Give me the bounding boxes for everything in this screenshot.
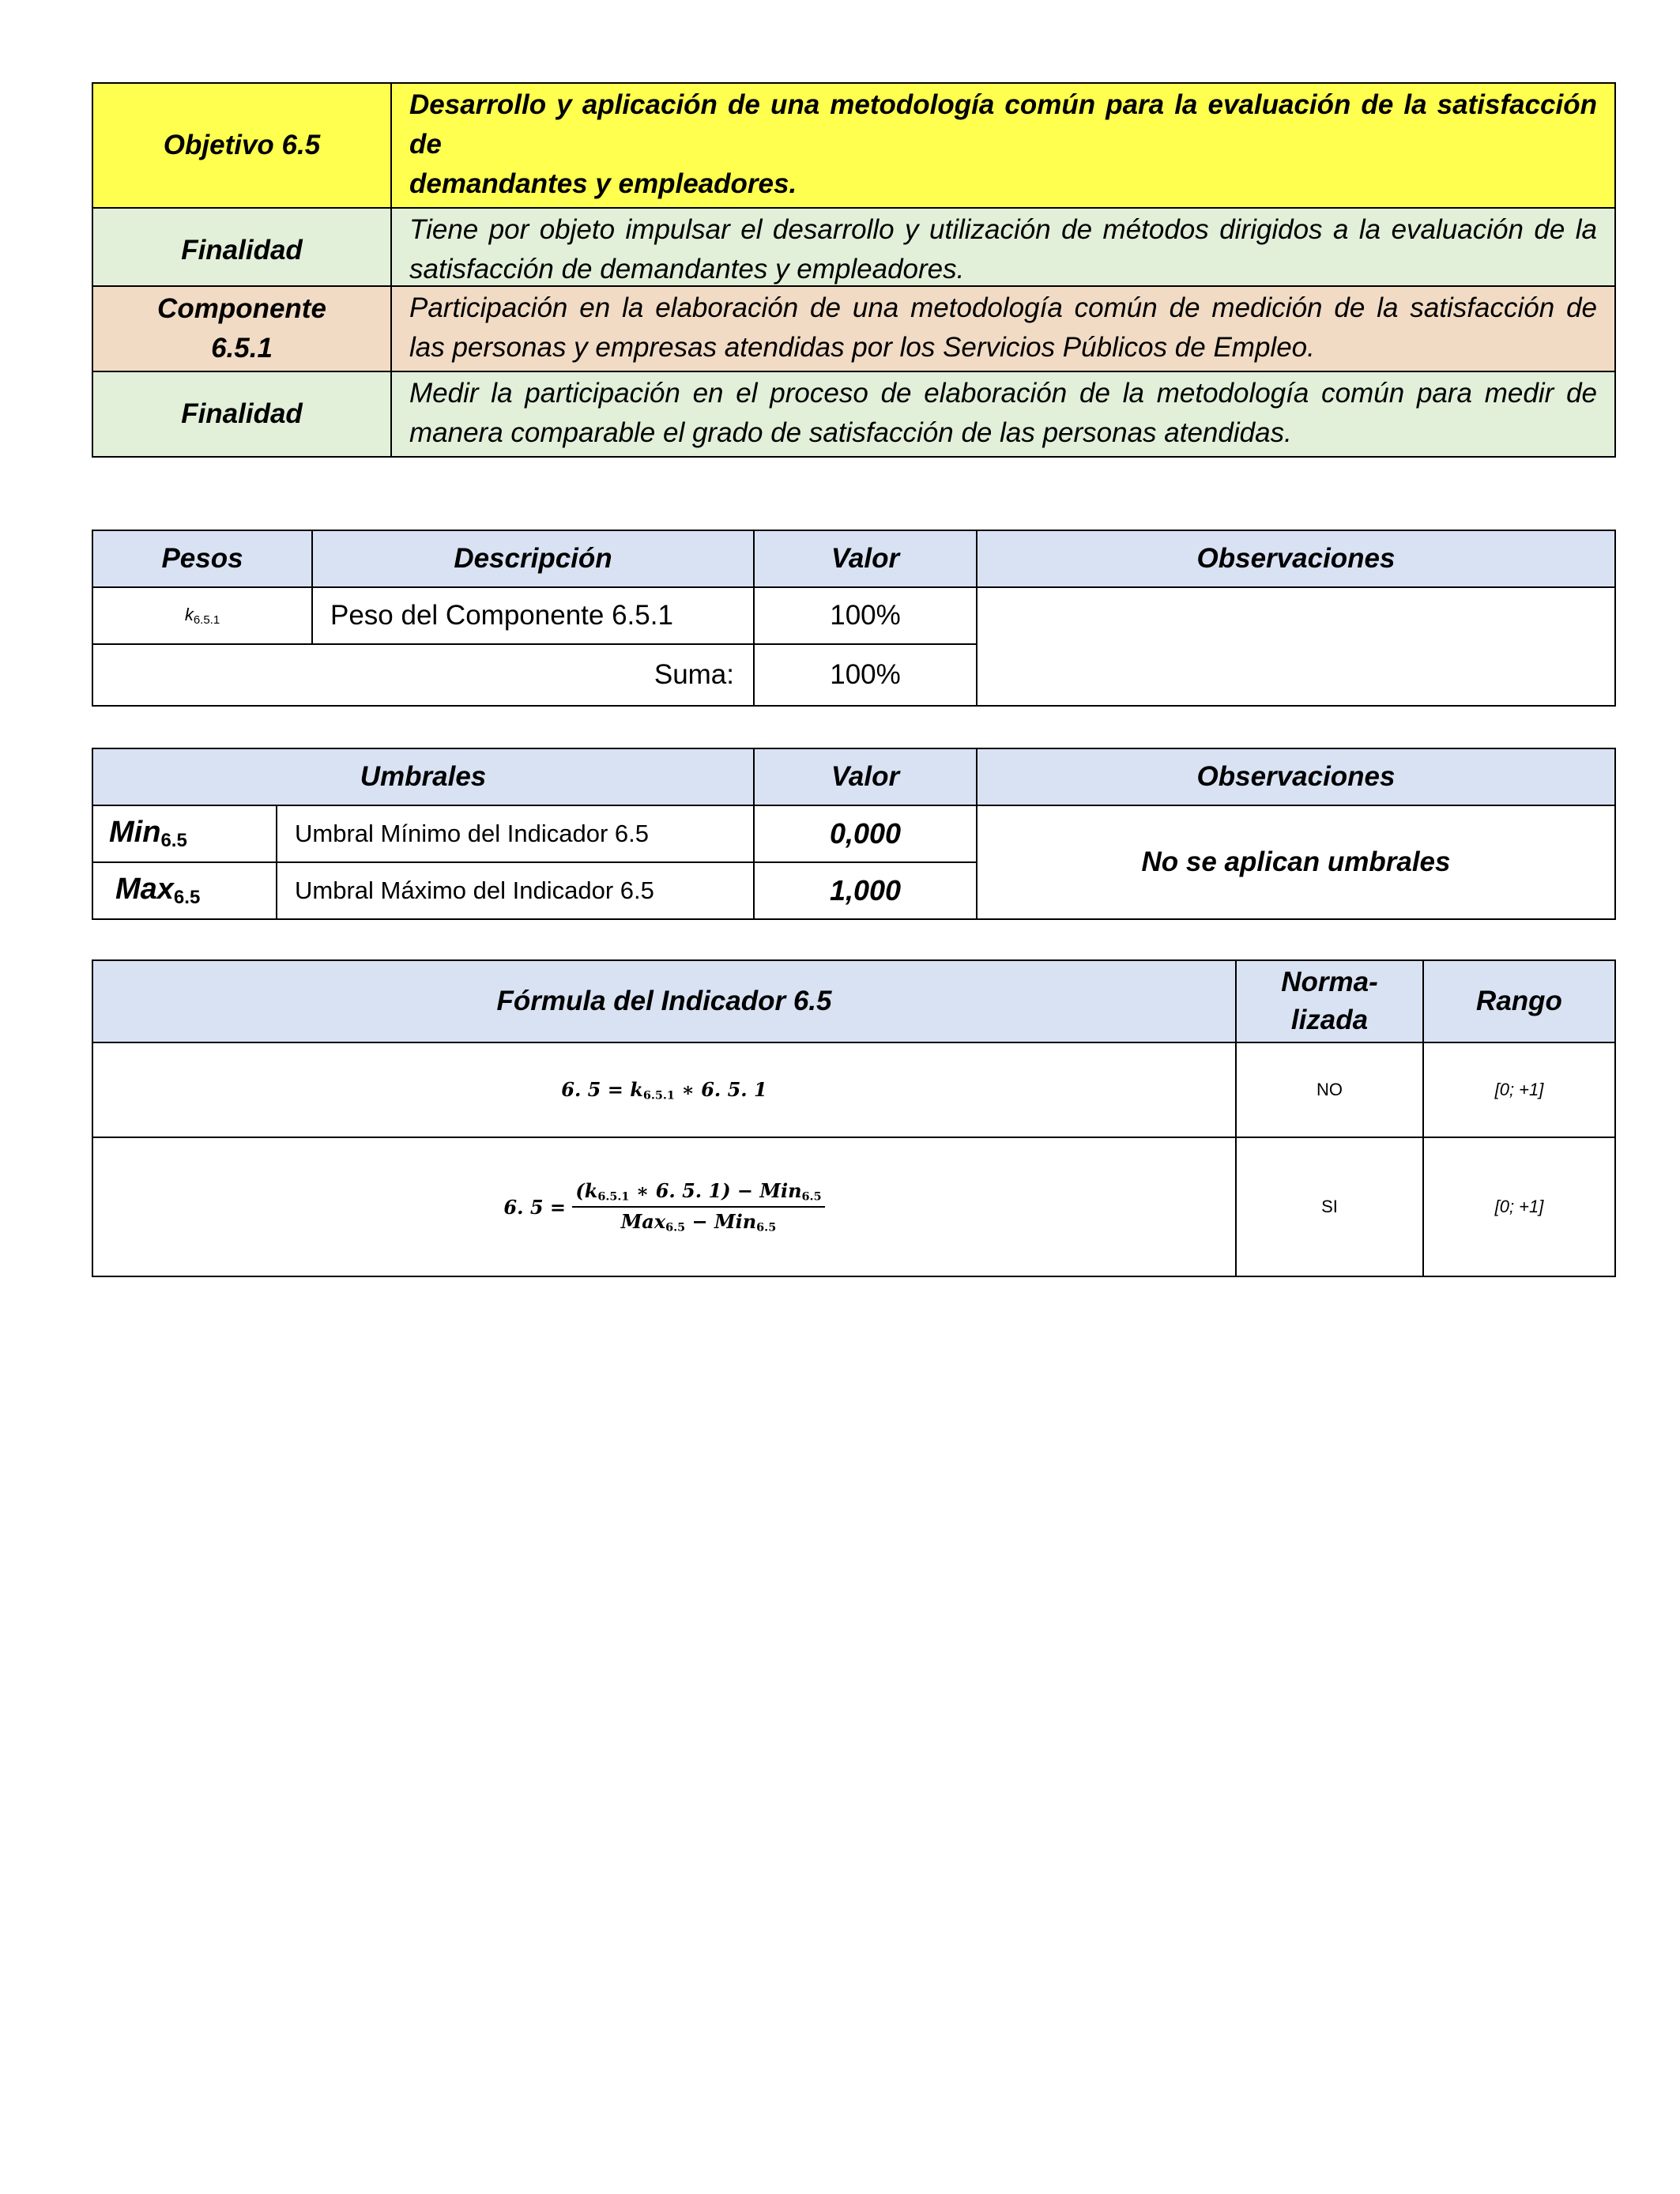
formula-header: Fórmula del Indicador 6.5 — [92, 960, 1236, 1042]
pesos-table — [92, 530, 1616, 707]
formula-row2-expression — [92, 1137, 1236, 1276]
formula-header-rango: Rango — [1423, 960, 1615, 1042]
pesos-sum-label: Suma: — [92, 644, 754, 706]
objetivo-table — [92, 82, 1616, 294]
umbrales-observations: No se aplican umbrales — [977, 805, 1615, 919]
umbrales-table — [92, 748, 1616, 920]
objetivo-label: Objetivo 6.5 — [92, 83, 391, 208]
formula-fraction: $\frac{(k_{6.5.1} ∗ 6. 5. 1) - Min_{6.5}}{Max_{6.5} - Min_{6.5}}$ — [572, 1179, 824, 1234]
umbrales-header: Umbrales — [92, 748, 754, 805]
umbrales-header-valor: Valor — [754, 748, 977, 805]
componente-finalidad-line1: Medir la participación en el proceso de elaboración de la metodología común para medir de — [409, 378, 1597, 409]
umbral-max-symbol: Max$_{6.5}$ — [92, 862, 277, 919]
componente-label: Componente 6.5.1 — [92, 286, 391, 371]
pesos-observations — [977, 587, 1615, 706]
componente-text — [391, 286, 1615, 371]
umbral-min-symbol: Min$_{6.5}$ — [92, 805, 277, 862]
formula-header-normalizada: Norma- lizada — [1236, 960, 1423, 1042]
peso-description: Peso del Componente 6.5.1 — [312, 587, 754, 644]
umbral-min-value: 0,000 — [754, 805, 977, 862]
umbral-max-description: Umbral Máximo del Indicador 6.5 — [277, 862, 754, 919]
formula-row2-rango: [0; +1] — [1423, 1137, 1615, 1276]
componente-text-line1: Participación en la elaboración de una metodología común de medición de la satisfacción de — [409, 292, 1597, 323]
objetivo-finalidad-text — [391, 208, 1615, 293]
formula-row1-expression — [92, 1042, 1236, 1137]
formula-table — [92, 959, 1616, 1277]
umbral-max-value: 1,000 — [754, 862, 977, 919]
umbrales-header-observaciones: Observaciones — [977, 748, 1615, 805]
objetivo-text-line1: Desarrollo y aplicación de una metodología común para la evaluación de la satisfacción de — [409, 89, 1597, 160]
objetivo-finalidad-line2: satisfacción de demandantes y empleadores. — [409, 254, 965, 285]
peso-value: 100% — [754, 587, 977, 644]
pesos-header-valor: Valor — [754, 530, 977, 587]
objetivo-finalidad-line1: Tiene por objeto impulsar el desarrollo y utilización de métodos dirigidos a la evaluación de la — [409, 214, 1597, 245]
componente-finalidad-label: Finalidad — [92, 371, 391, 457]
objetivo-finalidad-label: Finalidad — [92, 208, 391, 293]
objetivo-text — [391, 83, 1615, 208]
formula-row1-math: 6. $5 = k_{6.5.1}$ ∗ 6. 5. 1 — [561, 1077, 767, 1103]
peso-symbol: $k_{6.5.1}$ — [92, 587, 312, 644]
formula-row1-rango: [0; +1] — [1423, 1042, 1615, 1137]
pesos-header-observaciones: Observaciones — [977, 530, 1615, 587]
umbral-min-description: Umbral Mínimo del Indicador 6.5 — [277, 805, 754, 862]
componente-finalidad-text — [391, 371, 1615, 457]
pesos-header-pesos: Pesos — [92, 530, 312, 587]
pesos-sum-value: 100% — [754, 644, 977, 706]
formula-row1-normalizada: NO — [1236, 1042, 1423, 1137]
componente-table — [92, 285, 1616, 458]
formula-row2-normalizada: SI — [1236, 1137, 1423, 1276]
pesos-header-descripcion: Descripción — [312, 530, 754, 587]
objetivo-text-line2: demandantes y empleadores. — [409, 168, 797, 199]
componente-text-line2: las personas y empresas atendidas por los Servicios Públicos de Empleo. — [409, 332, 1315, 363]
componente-finalidad-line2: manera comparable el grado de satisfacción de las personas atendidas. — [409, 417, 1292, 448]
formula-row2-math: 6. 5 = $\frac{(k_{6.5.1} ∗ 6. 5. 1) - Min_{6.5}}{Max_{6.5} - Min_{6.5}}$ — [503, 1194, 824, 1217]
